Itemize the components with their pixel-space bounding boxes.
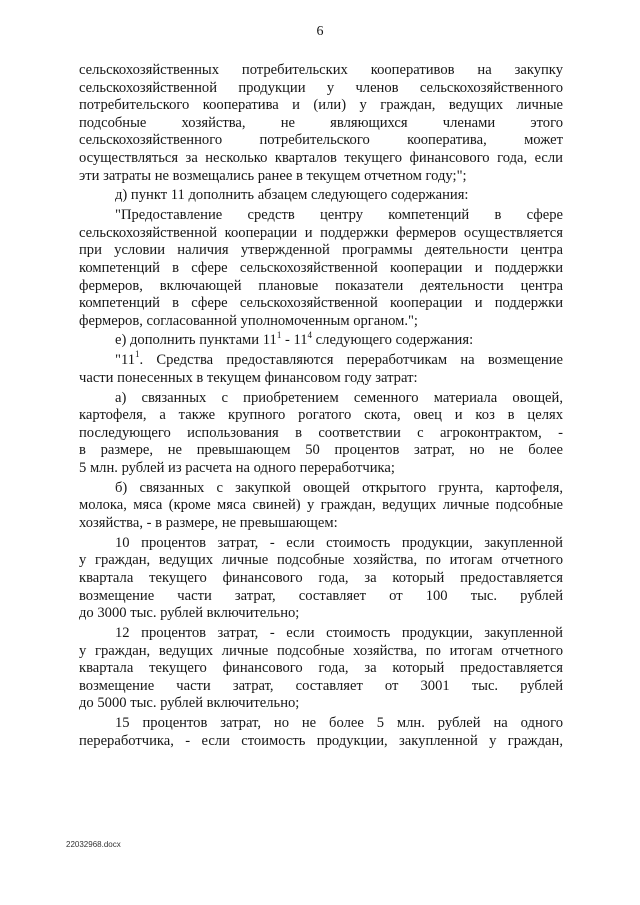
paragraph [79, 349, 563, 387]
file-name-footer: 22032968.docx [66, 840, 121, 849]
text-line: а) связанных с приобретением семенного материала овощей, [115, 389, 563, 406]
paragraph [79, 329, 563, 350]
text-line: "Предоставление средств центру компетенций в сфере [115, 207, 563, 224]
text-line: 5 млн. рублей из расчета на одного переработчика; [79, 460, 395, 476]
text-line: в размере, не превышающем 50 процентов затрат, но не более [79, 442, 563, 459]
text-line: молока, мяса (кроме мяса свиней) у граждан, ведущих личные подсобные [79, 497, 563, 514]
text-line: квартала текущего финансового года, за который предоставляется [79, 660, 563, 677]
paragraph [79, 715, 563, 750]
text-line: компетенций в сфере сельскохозяйственной кооперации и поддержки [79, 259, 563, 276]
text-line: потребительского кооператива и (или) у граждан, ведущих личные [79, 97, 563, 114]
text-line: подсобные хозяйства, не являющихся членами этого [79, 114, 563, 131]
text-line: компетенций в сфере сельскохозяйственной кооперации и поддержки [79, 295, 563, 312]
text-line: у граждан, ведущих личные подсобные хозяйства, по итогам отчетного [79, 552, 563, 569]
text-line: 10 процентов затрат, - если стоимость продукции, закупленной [115, 534, 563, 551]
text-line: переработчика, - если стоимость продукции, закупленной у граждан, [79, 732, 563, 749]
text-line: сельскохозяйственного потребительского кооператива, может [79, 132, 563, 149]
text-line: картофеля, а также крупного рогатого скота, овец и коз в целях [79, 407, 563, 424]
paragraph [79, 535, 563, 623]
text-line: 12 процентов затрат, - если стоимость продукции, закупленной [115, 624, 563, 641]
text-line: е) дополнить пунктами $11^1 - 11^4$ следующего содержания: [115, 329, 474, 349]
text-line: возмещение части затрат, составляет от 3001 тыс. рублей [79, 677, 563, 694]
paragraph [79, 62, 563, 185]
text-line: 15 процентов затрат, но не более 5 млн. рублей на одного [115, 715, 563, 732]
text-line: фермеров, согласованной уполномоченным органом."; [79, 312, 418, 329]
text-line: д) пункт 11 дополнить абзацем следующего содержания: [115, 187, 469, 204]
text-line: при условии наличия утвержденной программы деятельности центра [79, 242, 563, 259]
text-line: сельскохозяйственных потребительских кооперативов на закупку [79, 62, 563, 78]
text-line: до 3000 тыс. рублей включительно; [79, 605, 300, 622]
superscript: 1 [276, 329, 282, 340]
text-line: фермеров, включающей плановые показатели деятельности центра [79, 277, 563, 294]
text-line: до 5000 тыс. рублей включительно; [79, 695, 300, 712]
superscript: 4 [307, 329, 313, 340]
text-line: последующего использования в соответствии с агроконтрактом, - [79, 424, 563, 441]
document-body [79, 62, 563, 752]
text-line: квартала текущего финансового года, за который предоставляется [79, 569, 563, 586]
text-line: эти затраты не возмещались ранее в текущем отчетном году;"; [79, 167, 467, 184]
text-line: "$11^1$. Средства предоставляются переработчикам на возмещение [115, 349, 563, 369]
paragraph [79, 480, 563, 533]
text-line: хозяйства, - в размере, не превышающем: [79, 514, 338, 531]
paragraph [79, 390, 563, 478]
page-number: 6 [316, 24, 324, 39]
text-line: б) связанных с закупкой овощей открытого грунта, картофеля, [115, 479, 563, 496]
superscript: 1 [135, 349, 140, 360]
paragraph [79, 207, 563, 330]
text-line: возмещение части затрат, составляет от 100 тыс. рублей [79, 587, 563, 604]
text-line: сельскохозяйственной кооперации и поддержки фермеров осуществляется [79, 224, 563, 241]
text-line: у граждан, ведущих личные подсобные хозяйства, по итогам отчетного [79, 642, 563, 659]
text-line: части понесенных в текущем финансовом году затрат: [79, 369, 418, 386]
paragraph [79, 187, 563, 205]
text-line: сельскохозяйственной продукции у членов сельскохозяйственного [79, 79, 563, 96]
paragraph [79, 625, 563, 713]
text-line: осуществляться за несколько кварталов текущего финансового года, если [79, 149, 563, 166]
